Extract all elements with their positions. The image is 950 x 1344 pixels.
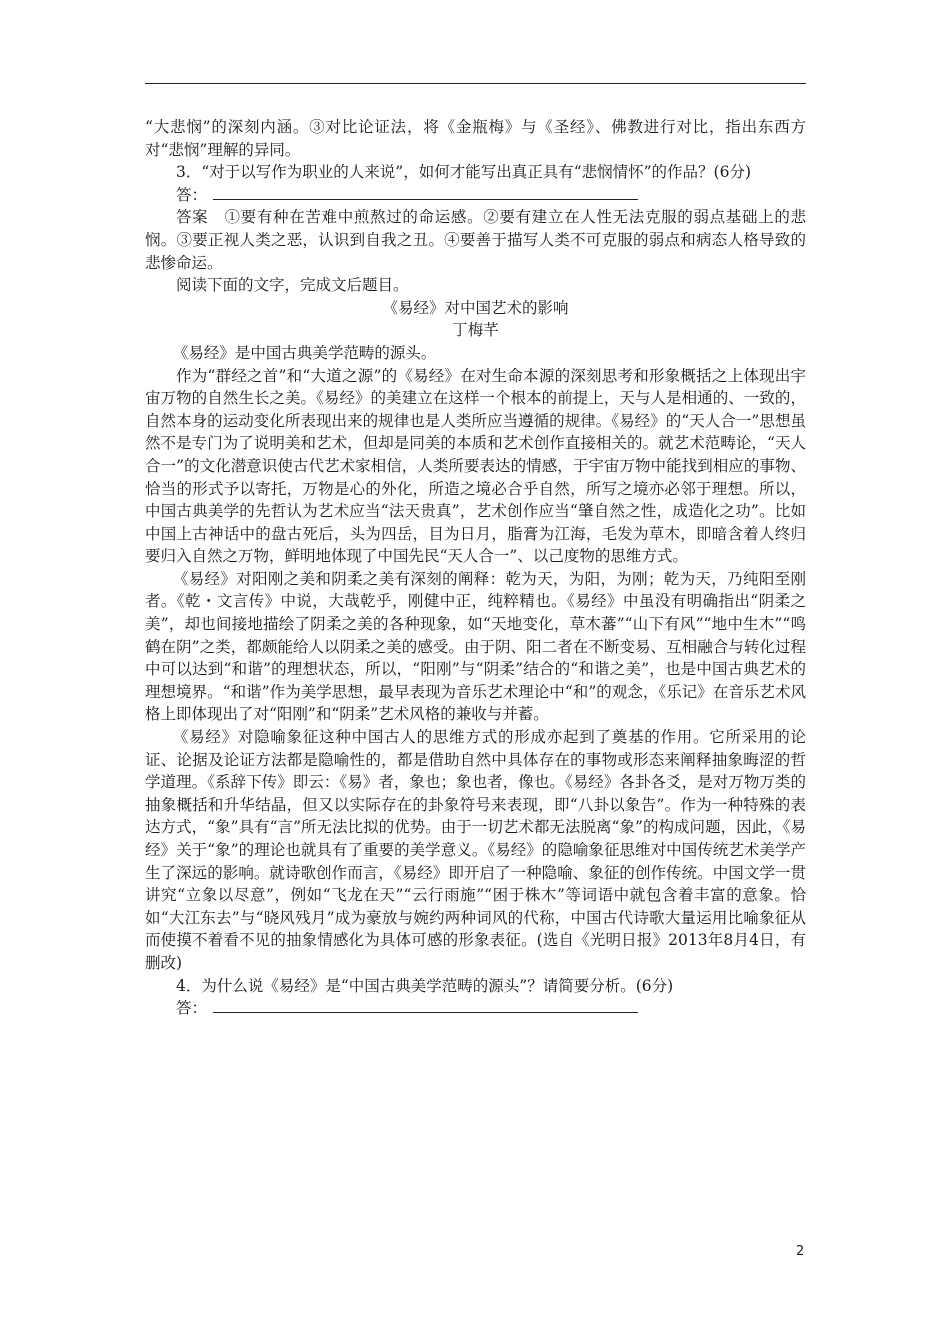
- page-number: 2: [796, 1244, 805, 1259]
- answer-line-4: [145, 997, 806, 1020]
- document-body: [145, 116, 806, 1020]
- answer-label: 答：: [176, 999, 208, 1018]
- article-paragraph-3: 《易经》对阳刚之美和阴柔之美有深刻的阐释：乾为天，为阳，为刚；乾为天，乃纯阳至刚者。《乾・文言传》中说，大哉乾乎，刚健中正，纯粹精也。《易经》中虽没有明确指出“阴柔之美”，却也间接地描绘了阴柔之美的各种现象，如“天地变化，草木蕃”“山下有风”“地中生木”“鸣鹤在阴”之类，都颇能给人以阴柔之美的感受。由于阴、阳二者在不断变易、互相融合与转化过程中可以达到“和谐”的理想状态，所以，“阳刚”与“阴柔”结合的“和谐之美”，也是中国古典艺术的理想境界。“和谐”作为美学思想，最早表现为音乐艺术理论中“和”的观念，《乐记》在音乐艺术风格上即体现出了对“阳刚”和“阴柔”艺术风格的兼收与并蓄。: [145, 569, 806, 724]
- answer-line-3: [145, 184, 806, 207]
- article-title: 《易经》对中国艺术的影响: [382, 298, 569, 317]
- article-paragraph-4: 《易经》对隐喻象征这种中国古人的思维方式的形成亦起到了奠基的作用。它所采用的论证、论据及论证方法都是隐喻性的，都是借助自然中具体存在的事物或形态来阐释抽象晦涩的哲学道理。《系辞下传》即云：《易》者，象也；象也者，像也。《易经》各卦各爻，是对万物万类的抽象概括和升华结晶，但又以实际存在的卦象符号来表现，即“八卦以象告”。作为一种特殊的表达方式，“象”具有“言”所无法比拟的优势。由于一切艺术都无法脱离“象”的构成问题，因此，《易经》关于“象”的理论也就具有了重要的美学意义。《易经》的隐喻象征思维对中国传统艺术美学产生了深远的影响。就诗歌创作而言，《易经》即开启了一种隐喻、象征的创作传统。中国文学一贯讲究“立象以尽意”，例如“飞龙在天”“云行雨施”“困于株木”等词语中就包含着丰富的意象。恰如“大江东去”与“晓风残月”成为豪放与婉约两种词风的代称，中国古代诗歌大量运用比喻象征从而使摸不着看不见的抽象情感化为具体可感的形象表征。(选自《光明日报》2013年8月4日，有删改): [145, 728, 806, 972]
- answer-blank[interactable]: [213, 998, 638, 1013]
- reading-instruction: 阅读下面的文字，完成文后题目。: [176, 276, 409, 295]
- paragraph-continuation: “大悲悯”的深刻内涵。③对比论证法，将《金瓶梅》与《圣经》、佛教进行对比，指出东西方对“悲悯”理解的异同。: [145, 118, 806, 159]
- answer-label: 答：: [176, 185, 208, 204]
- header-rule: [145, 83, 806, 84]
- article-paragraph-1: 《易经》是中国古典美学范畴的源头。: [172, 343, 437, 362]
- answer-blank[interactable]: [213, 185, 638, 200]
- question-4: 4．为什么说《易经》是“中国古典美学范畴的源头”？请简要分析。(6分): [176, 976, 674, 995]
- article-author: 丁梅芊: [452, 321, 499, 340]
- article-paragraph-2: 作为“群经之首”和“大道之源”的《易经》在对生命本源的深刻思考和形象概括之上体现出宇宙万物的自然生长之美。《易经》的美建立在这样一个根本的前提上，天与人是相通的、一致的，自然本身的运动变化所表现出来的规律也是人类所应当遵循的规律。《易经》的“天人合一”思想虽然不是专门为了说明美和艺术，但却是同美的本质和艺术创作直接相关的。就艺术范畴论，“天人合一”的文化潜意识使古代艺术家相信，人类所要表达的情感，于宇宙万物中能找到相应的事物、恰当的形式予以寄托，万物是心的外化，所造之境必合乎自然，所写之境亦必邻于理想。所以，中国古典美学的先哲认为艺术应当“法天贵真”，艺术创作应当“肇自然之性，成造化之功”。比如中国上古神话中的盘古死后，头为四岳，目为日月，脂膏为江海，毛发为草木，即暗含着人终归要归入自然之万物，鲜明地体现了中国先民“天人合一”、以己度物的思维方式。: [145, 366, 806, 566]
- question-3: 3．“对于以写作为职业的人来说”，如何才能写出真正具有“悲悯情怀”的作品？(6分): [176, 163, 752, 182]
- answer-3: 答案 ①要有种在苦难中煎熬过的命运感。②要有建立在人性无法克服的弱点基础上的悲悯。③要正视人类之恶，认识到自我之丑。④要善于描写人类不可克服的弱点和病态人格导致的悲惨命运。: [145, 208, 806, 272]
